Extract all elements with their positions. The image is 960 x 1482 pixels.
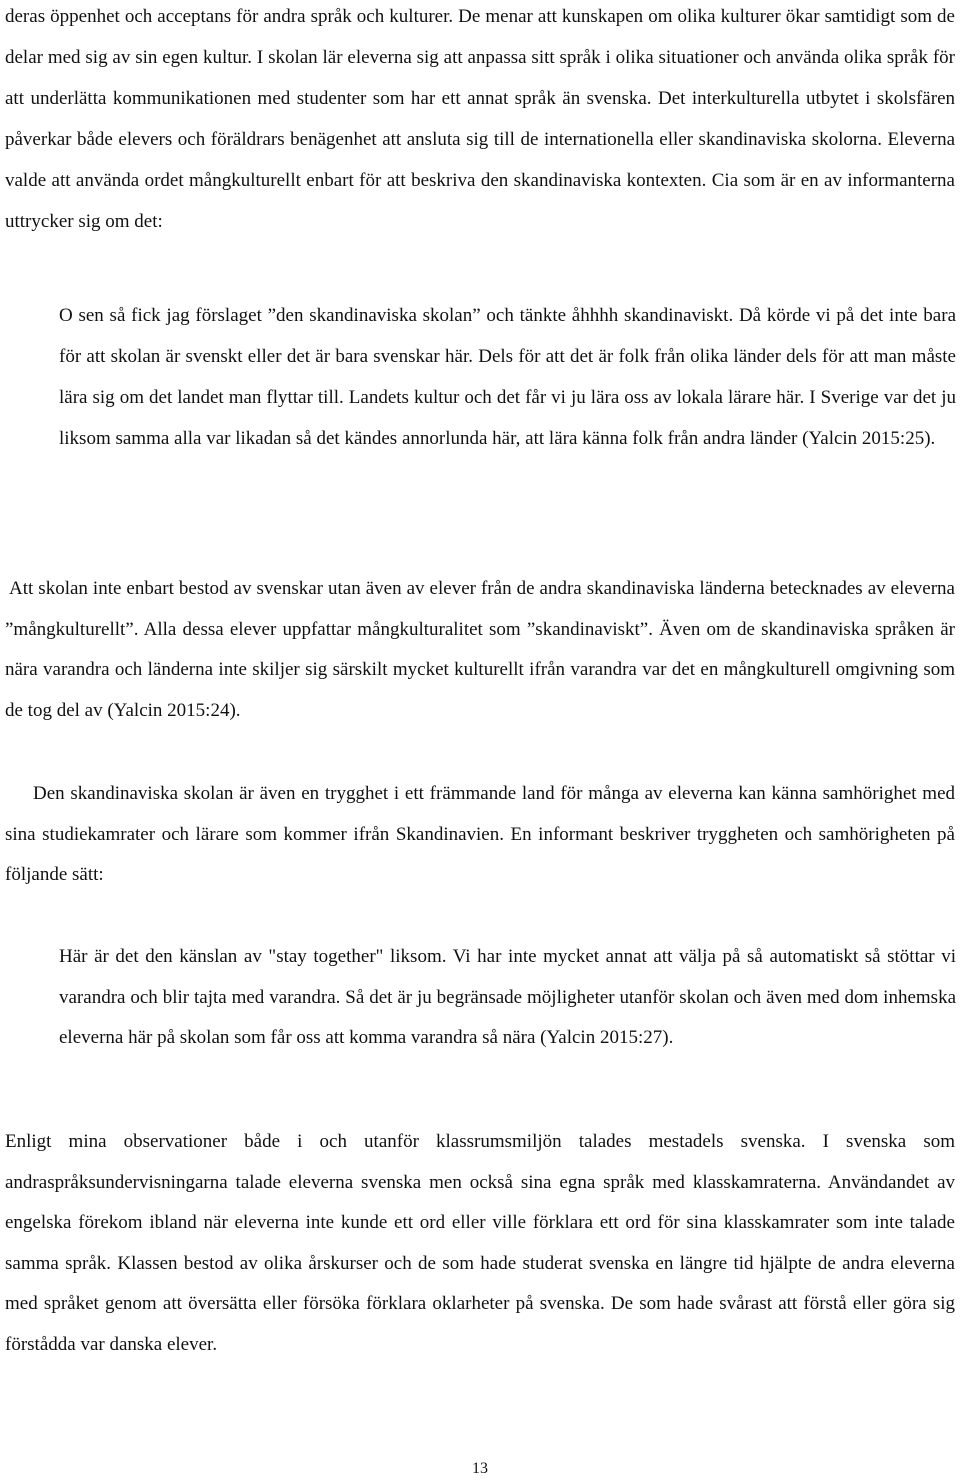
body-paragraph: Att skolan inte enbart bestod av svenskar utan även av elever från de andra skandinaviska länderna betecknades av eleverna ”mångkulturellt”. Alla dessa elever uppfattar mångkulturalitet som ”skandinaviskt”. Även om de skandinaviska språken är nära varandra och länderna inte skiljer sig särskilt mycket kulturellt ifrån varandra var det en mångkulturell omgivning som de tog del av (Yalcin 2015:24). [5,578,955,721]
body-paragraph: Enligt mina observationer både i och utanför klassrumsmiljön talades mestadels svenska. I svenska som andraspråksundervisningarna talade eleverna svenska men också sina egna språk med klasskamraterna. Användandet av engelska förekom ibland när eleverna inte kunde ett ord eller ville förklara ett ord för sina klasskamrater som inte talade samma språk. Klassen bestod av olika årskurser och de som hade studerat svenska en längre tid hjälpte de andra eleverna med språket genom att översätta eller försöka förklara oklarheter på svenska. De som hade svårast att förstå eller göra sig förstådda var danska elever. [5,1131,955,1355]
body-paragraph: deras öppenhet och acceptans för andra språk och kulturer. De menar att kunskapen om olika kulturer ökar samtidigt som de delar med sig av sin egen kultur. I skolan lär eleverna sig att anpassa sitt språk i olika situationer och använda olika språk för att underlätta kommunikationen med studenter som har ett annat språk än svenska. Det interkulturella utbytet i skolsfären påverkar både elevers och föräldrars benägenhet att ansluta sig till de internationella eller skandinaviska skolorna. Eleverna valde att använda ordet mångkulturellt enbart för att beskriva den skandinaviska kontexten. Cia som är en av informanterna uttrycker sig om det: [5,6,955,232]
body-paragraph: Den skandinaviska skolan är även en trygghet i ett främmande land för många av eleverna kan känna samhörighet med sina studiekamrater och lärare som kommer ifrån Skandinavien. En informant beskriver tryggheten och samhörigheten på följande sätt: [5,783,955,885]
block-quote: O sen så fick jag förslaget ”den skandinaviska skolan” och tänkte åhhhh skandinaviskt. Då körde vi på det inte bara för att skolan är svenskt eller det är bara svenskar här. Dels för att det är folk från olika länder dels för att man måste lära sig om det landet man flyttar till. Landets kultur och det får vi ju lära oss av lokala lärare här. I Sverige var det ju liksom samma alla var likadan så det kändes annorlunda här, att lära känna folk från andra länder (Yalcin 2015:25). [59,305,956,449]
block-quote: Här är det den känslan av "stay together" liksom. Vi har inte mycket annat att välja på så automatiskt så stöttar vi varandra och blir tajta med varandra. Så det är ju begränsade möjligheter utanför skolan och även med dom inhemska eleverna här på skolan som får oss att komma varandra så nära (Yalcin 2015:27). [59,946,956,1048]
page-number: 13 [472,1460,488,1477]
